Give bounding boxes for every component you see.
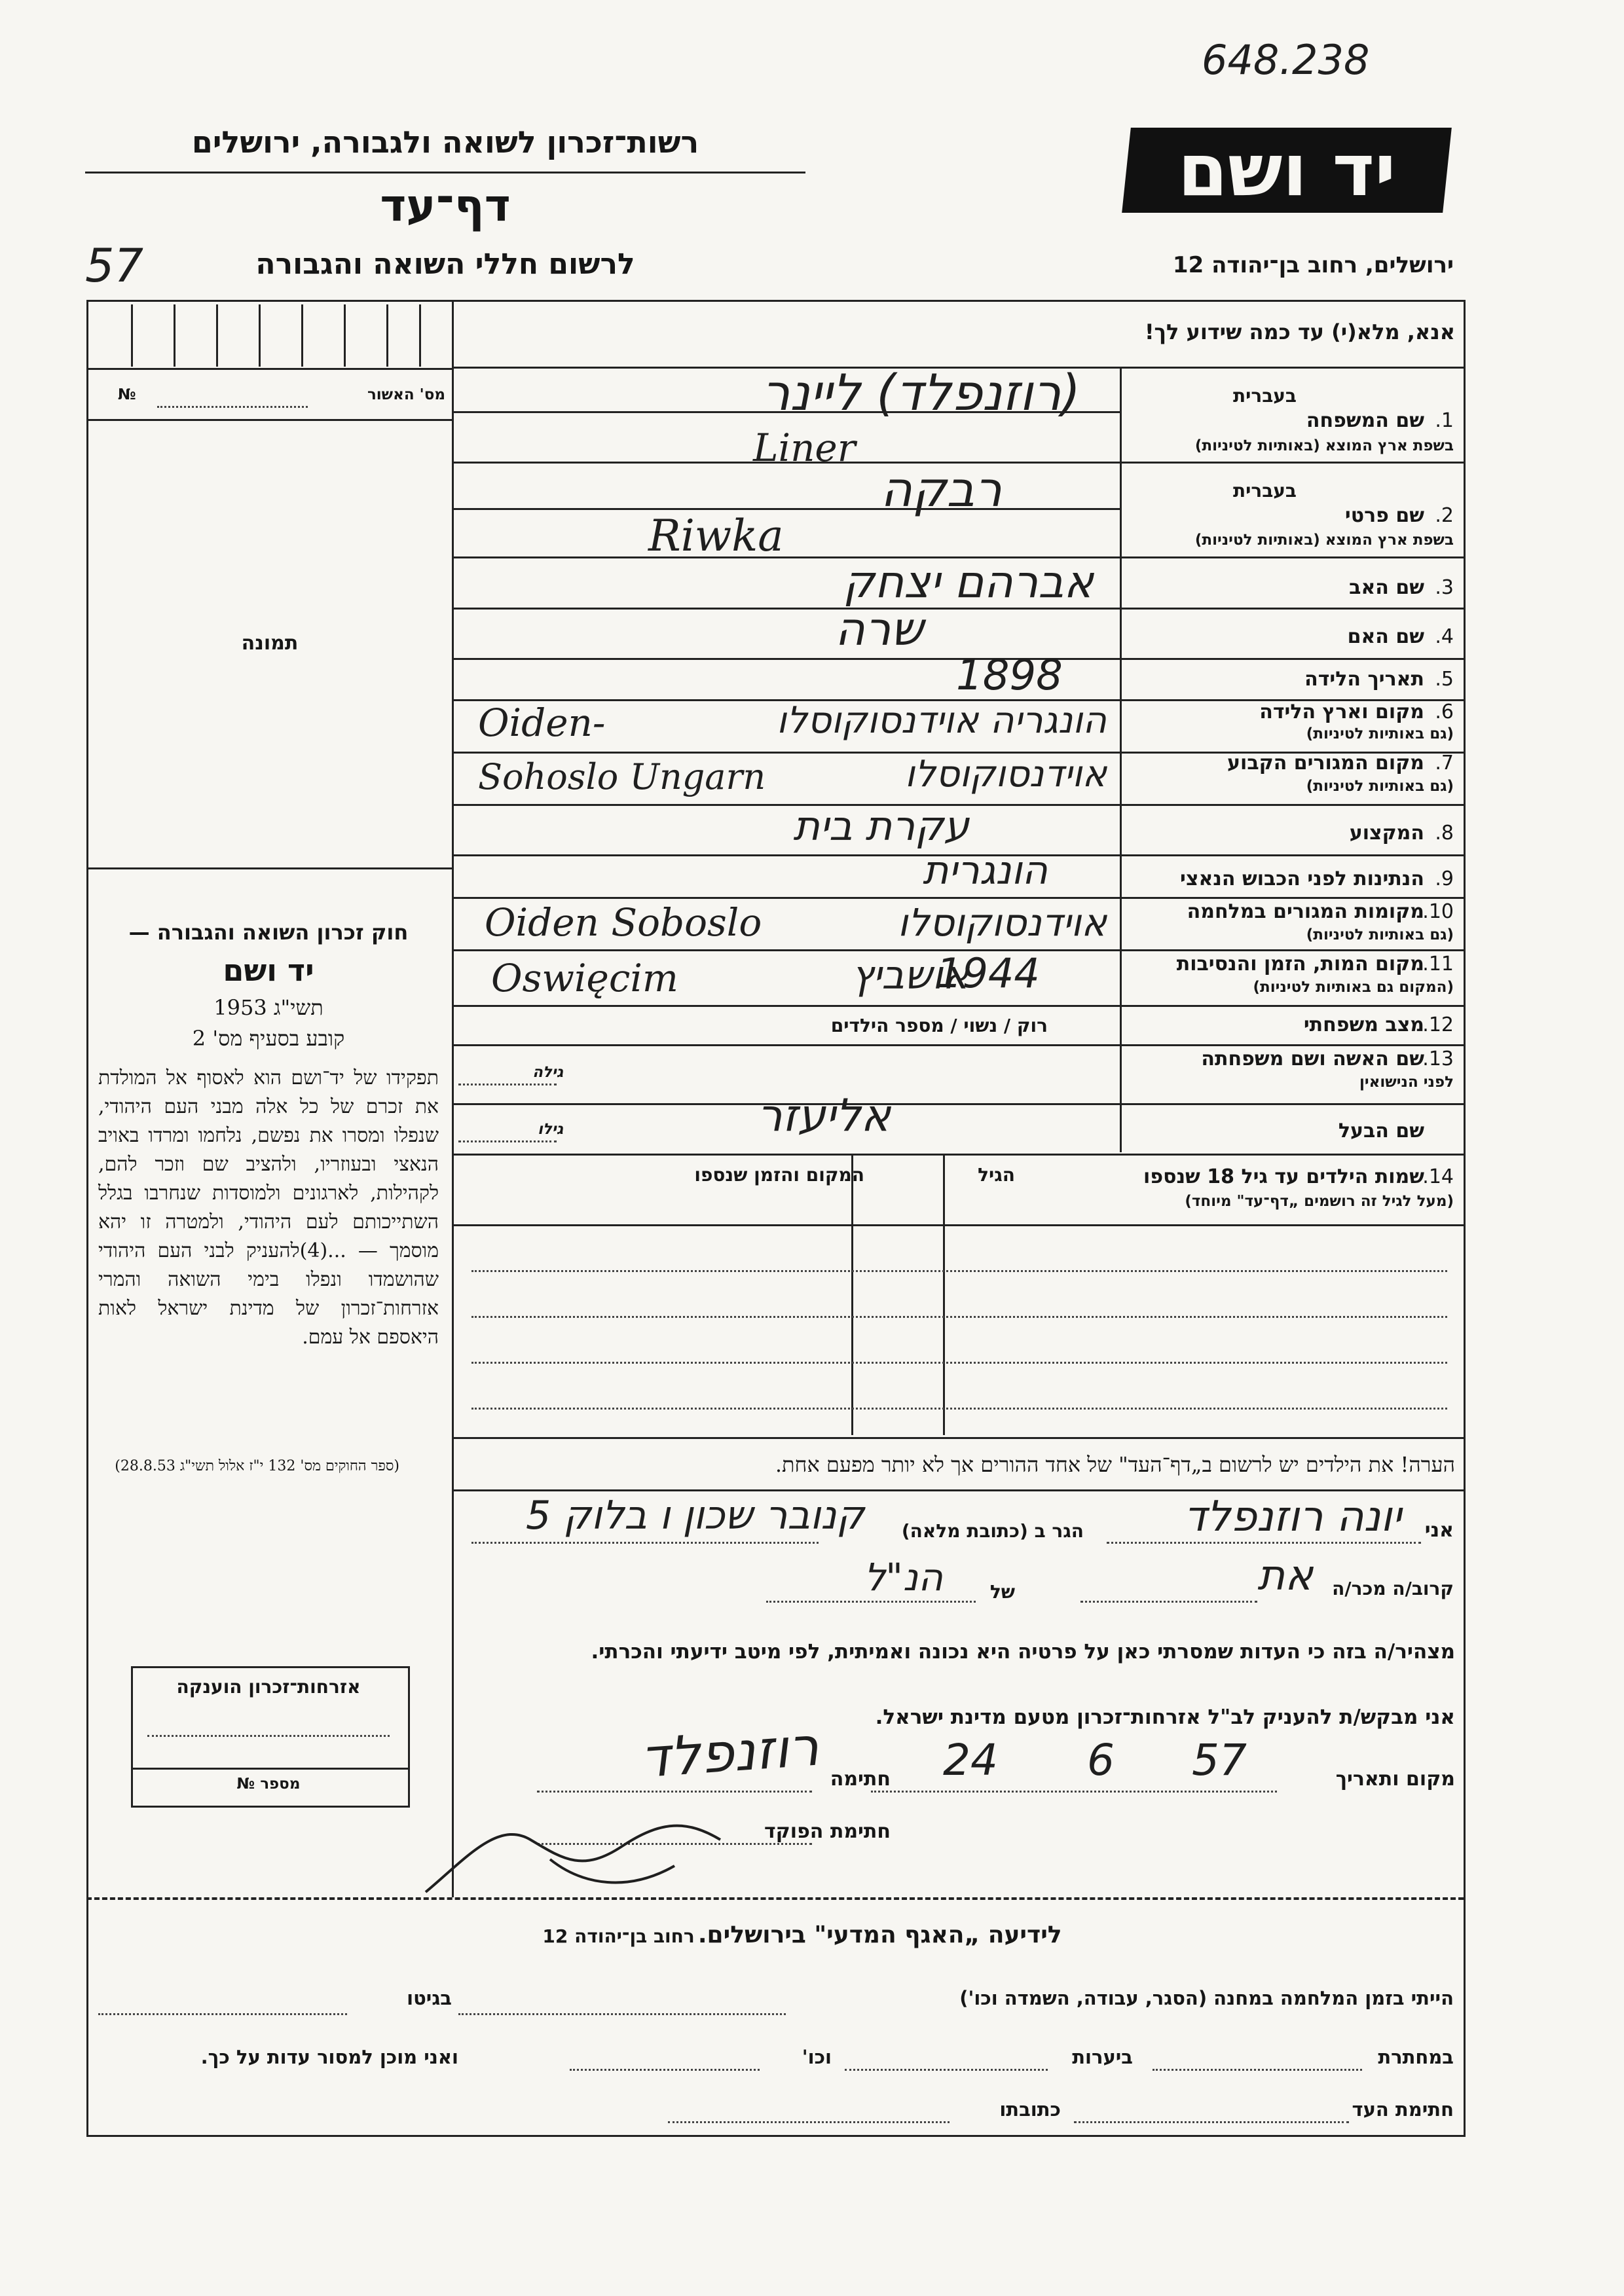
form-title: דף־עד (380, 180, 511, 232)
remark: הערה! את הילדים יש לרשום ב„דף־העד" של אחד ההורים אך לא יותר מפעם אחת. (775, 1452, 1455, 1477)
field-11-year: 1944 (936, 949, 1040, 997)
signature: רוזנפלד (638, 1715, 821, 1791)
field-3-label: שם האב (1349, 576, 1424, 599)
footer-title-text: לידיעה „האגף המדעי" בירושלים. (697, 1922, 1062, 1948)
date-month: 6 (1087, 1735, 1115, 1785)
field-1-num: 1. (1435, 409, 1454, 432)
husband-age-label: גילו (538, 1121, 563, 1138)
field-13-age-label: גילה (532, 1064, 563, 1081)
field-2-lang: בעברית (1232, 480, 1297, 501)
children-age-col: הגיל (978, 1164, 1015, 1186)
field-6-hebrew: הונגריה אוידנסוקוסלו (776, 699, 1107, 742)
request-text: אנא, מלא(י) עד כמה שידוע לך! (1144, 319, 1455, 344)
decl-address: קנובר שכון ו בלוק 5 (526, 1493, 864, 1539)
children-num: 14. (1422, 1165, 1454, 1188)
decl-relation: את (1257, 1552, 1313, 1600)
field-9-label: הנתינות לפני הכבוש הנאצי (1180, 867, 1424, 890)
field-8-num: 8. (1435, 822, 1454, 845)
decl-resides-label: הגר ב (כתובת מלאה) (901, 1520, 1084, 1542)
field-7-num: 7. (1435, 752, 1454, 774)
children-place-col: המקום והזמן שנספו (694, 1164, 864, 1186)
field-13-label: שם האשה ושם משפחתה (1201, 1048, 1424, 1070)
law-name: יד ושם (223, 953, 314, 988)
field-2-num: 2. (1435, 504, 1454, 527)
field-4-num: 4. (1435, 625, 1454, 648)
header-address: ירושלים, רחוב בן־יהודה 12 (1172, 252, 1454, 278)
field-2-hebrew: רבקה (880, 462, 1002, 518)
field-11-latin: Oswięcim (491, 956, 678, 1000)
approval-label: מס' האשור (367, 386, 445, 403)
field-6-num: 6. (1435, 701, 1454, 723)
signature-label: חתימה (830, 1768, 891, 1791)
field-7-hebrew: אוידנסוקוסלו (904, 753, 1107, 795)
field-9-value: הונגרית (922, 848, 1048, 894)
field-11-label: מקום המות, הזמן והנסיבות (1176, 953, 1424, 975)
field-1-label: שם המשפחה (1306, 409, 1424, 432)
footer-line2-end: ואני מוכן למסור עדות על כך. (200, 2046, 458, 2068)
field-12-num: 12. (1422, 1013, 1454, 1036)
field-13-note: לפני הנישואין (1359, 1074, 1454, 1091)
field-10-latin: Oiden Soboslo (485, 900, 762, 945)
field-8-value: עקרת בית (793, 802, 969, 850)
decl-of-label: של (989, 1581, 1015, 1603)
field-1-lang: בעברית (1232, 385, 1297, 407)
footer-line3-b: כתובתו (999, 2098, 1061, 2121)
decl-request: אני מבקש/ת להעניק לב"ל אזרחות־זכרון מטעם מדינת ישראל. (875, 1705, 1455, 1729)
decl-of-name: הנ"ל (864, 1555, 943, 1599)
field-1-note: בשפת ארץ המוצא (באותיות לטיניות) (1194, 437, 1454, 454)
field-2-latin: Riwka (648, 511, 784, 561)
field-7-latin: Sohoslo Ungarn (478, 756, 766, 797)
place-date-label: מקום ותאריך (1335, 1768, 1455, 1791)
field-11-note: (המקום גם באותיות לטיניות) (1253, 979, 1454, 996)
law-title: חוק זכרון השואה והגבורה — (128, 920, 409, 945)
officer-label: חתימת הפוקד (764, 1820, 891, 1843)
footer-line3-a: חתימת העד (1352, 2098, 1454, 2121)
husband-label: שם הבעל (1338, 1120, 1424, 1142)
footer-title-address: רחוב בן־יהודה 12 (542, 1925, 695, 1947)
footer-line2-c: וכו' (802, 2046, 832, 2068)
approval-no: № (118, 386, 136, 403)
footer-title (393, 1922, 1211, 1948)
field-2-note: בשפת ארץ המוצא (באותיות לטיניות) (1194, 532, 1454, 549)
field-1-hebrew: (רוזנפלד) ליינר (762, 363, 1080, 422)
field-8-label: המקצוע (1349, 822, 1424, 845)
field-6-note: (גם באותיות לטיניות) (1306, 725, 1454, 742)
field-6-latin: Oiden- (478, 701, 606, 745)
field-12-value: רוק / נשוי / מספר הילדים (830, 1015, 1048, 1036)
decl-relative-label: קרוב/ה מכר/ה (1332, 1578, 1454, 1599)
field-13-num: 13. (1422, 1048, 1454, 1070)
field-10-note: (גם באותיות לטיניות) (1306, 926, 1454, 943)
field-10-hebrew: אוידנסוקוסלו (897, 900, 1107, 945)
field-6-label: מקום וארץ הלידה (1259, 701, 1424, 723)
field-3-num: 3. (1435, 576, 1454, 599)
date-year: 57 (1192, 1735, 1247, 1785)
field-7-note: (גם באותיות לטיניות) (1306, 778, 1454, 795)
citizenship-label: אזרחות־זכרון הוענקה (176, 1676, 361, 1698)
field-4-label: שם האם (1347, 625, 1424, 648)
yad-vashem-logo: יד ושם (1122, 128, 1452, 213)
citizenship-number: מספר № (236, 1776, 301, 1793)
footer-line2-b: ביערות (1072, 2046, 1133, 2068)
decl-i-label: אני (1424, 1519, 1454, 1542)
field-10-num: 10. (1422, 900, 1454, 923)
authority-name: רשות־זכרון לשואה ולגבורה, ירושלים (191, 124, 699, 160)
field-10-label: מקומות המגורים במלחמה (1187, 900, 1424, 923)
decl-statement: מצהיר/ה בזה כי העדות שמסרתי כאן על פרטיה היא נכונה ואמיתית, לפי מיטב ידיעתי והכרתי. (591, 1640, 1455, 1664)
husband-value: אליעזר (757, 1090, 891, 1142)
field-1-latin: Liner (753, 426, 856, 470)
form-subtitle: לרשום חללי השואה והגבורה (255, 247, 635, 281)
field-11-num: 11. (1422, 953, 1454, 975)
corner-number: 57 (85, 239, 144, 293)
photo-label: תמונה (241, 632, 299, 655)
law-clause: קובע בסעיף מס' 2 (192, 1026, 345, 1051)
footer-line1-end: בגיטו (407, 1987, 452, 2009)
children-label: שמות הילדים עד גיל 18 שנספו (1143, 1165, 1424, 1188)
field-11-hebrew: אושביץ (851, 953, 969, 998)
children-note: (מעל לגיל זה רושמים „דף־עד" מיוחד) (1185, 1193, 1454, 1210)
footer-line2-a: במחתרת (1378, 2046, 1454, 2068)
archive-number: 648.238 (1202, 36, 1370, 84)
field-2-label: שם פרטי (1344, 504, 1424, 527)
law-reference: (ספר החוקים מס' 132 י"ז אלול תשי"ג 28.8.53) (115, 1458, 399, 1474)
field-5-label: תאריך הלידה (1304, 668, 1424, 691)
officer-signature-stroke (413, 1781, 740, 1912)
law-text: תפקידו של יד־ושם הוא לאסוף אל המולדת את זכרם של כל אלה מבני העם היהודי, שנפלו ומסרו את נפשם, נלחמו ומרדו באויב הנאצי ובעוזריו, ולהציב שם וזכר להם, לקהילות, לארגונים ולמוסדות שנחרבו בגלל השתייכותם לעם היהודי, ולמטרה זו יהא מוסמך — ...(4)להעניק לבני העם היהודי שהושמדו ונפלו בימי השואה והמרי אזרחות־זכרון של מדינת ישראל לאות היאספם אל עמם. (98, 1066, 439, 1349)
field-7-label: מקום המגורים הקבוע (1227, 752, 1424, 774)
footer-line1: הייתי בזמן המלחמה במחנה (הסגר, עבודה, השמדה וכו') (959, 1987, 1454, 2009)
decl-name: יונה רוזנפלד (1183, 1493, 1401, 1541)
field-5-value: 1898 (956, 651, 1063, 700)
date-day: 24 (943, 1735, 998, 1785)
law-year: תשי"ג 1953 (213, 995, 323, 1020)
field-3-value: אברהם יצחק (843, 556, 1094, 608)
field-12-label: מצב משפחתי (1303, 1013, 1424, 1036)
field-5-num: 5. (1435, 668, 1454, 691)
field-9-num: 9. (1435, 867, 1454, 890)
field-4-value: שרה (835, 602, 923, 656)
